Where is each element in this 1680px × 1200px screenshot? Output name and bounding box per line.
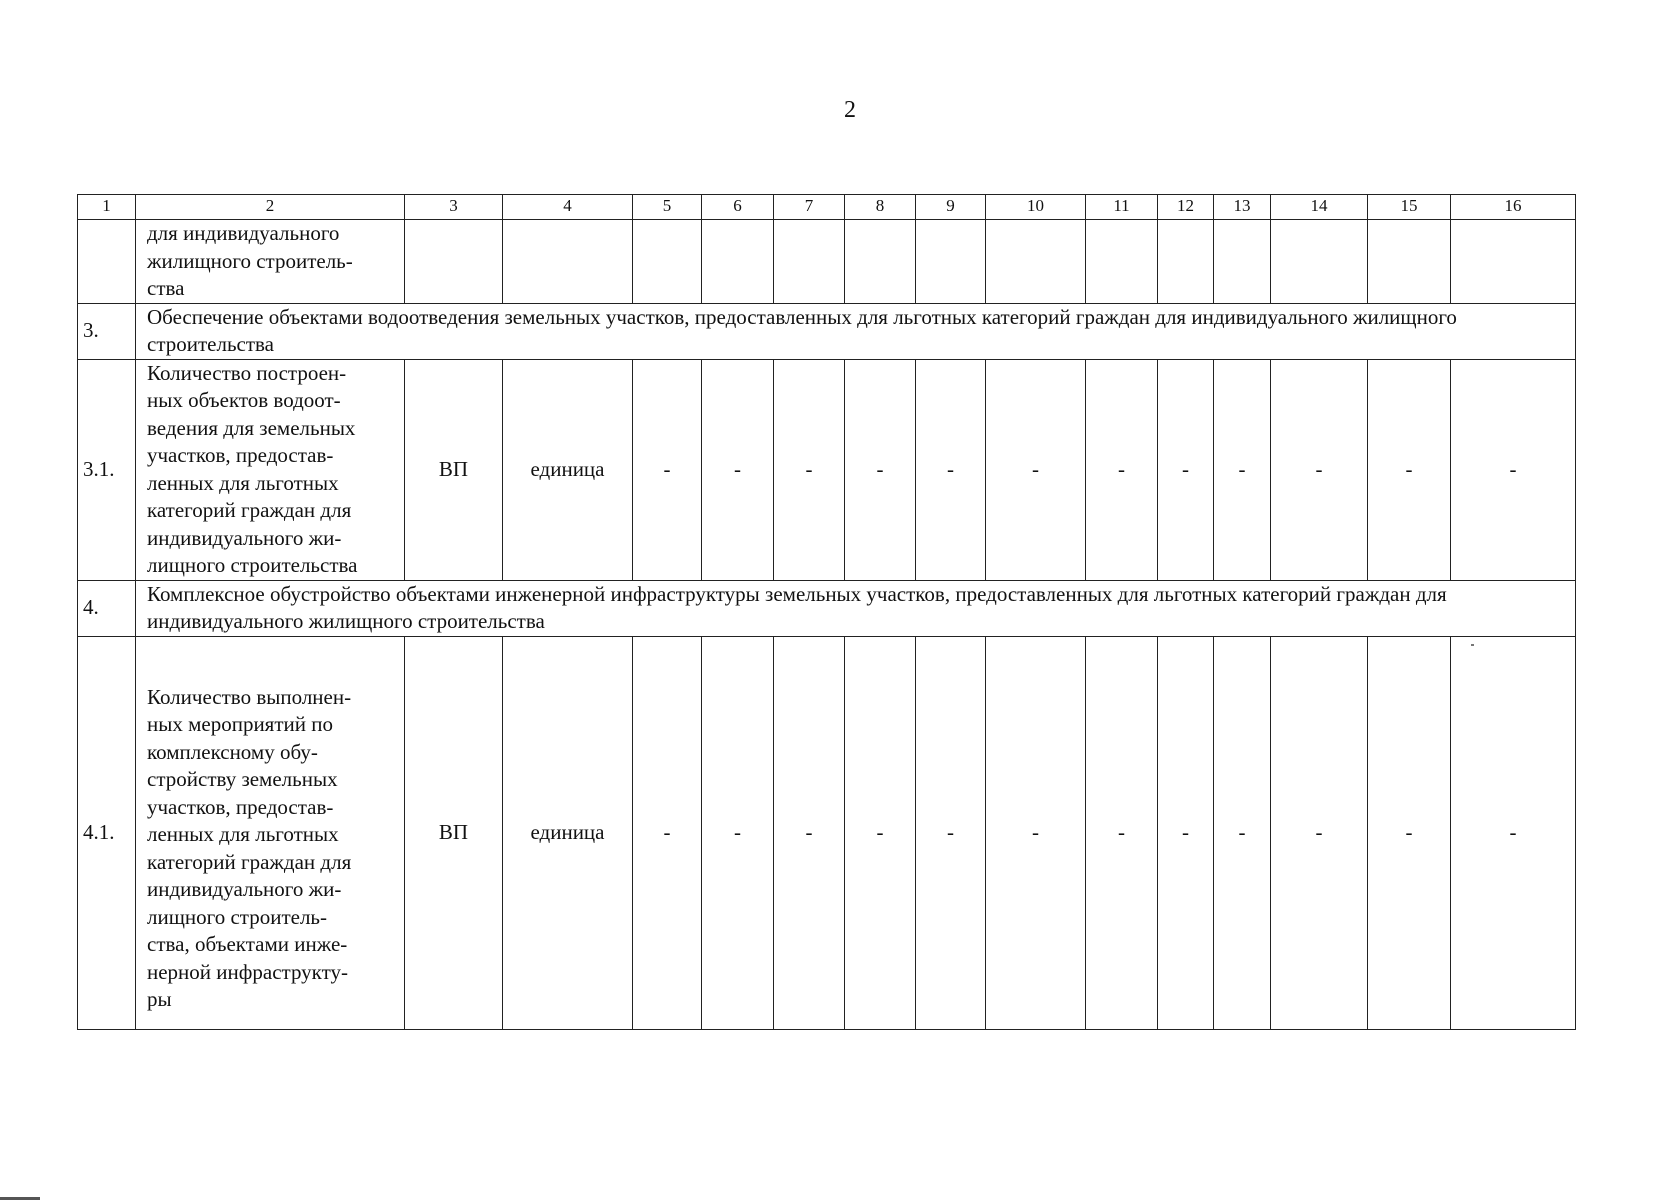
value-cell: - xyxy=(1086,359,1158,580)
header-cell: 7 xyxy=(774,195,845,220)
indicators-table xyxy=(77,194,1576,1030)
section-row-4 xyxy=(78,580,1576,636)
table-row-4-1 xyxy=(78,636,1576,1029)
scan-artifact-dot xyxy=(1471,644,1474,646)
header-cell: 13 xyxy=(1214,195,1271,220)
empty-cell xyxy=(1158,220,1214,304)
empty-cell xyxy=(986,220,1086,304)
empty-cell xyxy=(916,220,986,304)
value-cell: - xyxy=(774,359,845,580)
indicator-name: Количество построен- ных объектов водоот- ведения для земельных участков, предостав- ленных для льготных категорий граждан для индивидуального жи- лищного строительства xyxy=(136,359,405,580)
value-cell: - xyxy=(1368,636,1451,1029)
section-number: 4. xyxy=(78,580,136,636)
table-row-3-1 xyxy=(78,359,1576,580)
page-number: 2 xyxy=(844,97,856,123)
value-cell: - xyxy=(702,636,774,1029)
header-cell: 2 xyxy=(136,195,405,220)
value-cell: - xyxy=(916,636,986,1029)
empty-cell xyxy=(1086,220,1158,304)
value-cell: - xyxy=(1158,359,1214,580)
value-cell: - xyxy=(1451,359,1576,580)
table-row-continuation xyxy=(78,220,1576,304)
value-cell: - xyxy=(1271,359,1368,580)
value-cell: - xyxy=(702,359,774,580)
value-cell: - xyxy=(1214,359,1271,580)
value-cell: - xyxy=(845,359,916,580)
section-title: Обеспечение объектами водоотведения земельных участков, предоставленных для льготных категорий граждан для индивидуального жилищного строительства xyxy=(136,303,1576,359)
empty-cell xyxy=(633,220,702,304)
header-cell: 1 xyxy=(78,195,136,220)
header-cell: 8 xyxy=(845,195,916,220)
value-cell: - xyxy=(633,636,702,1029)
row-number: 3.1. xyxy=(78,359,136,580)
header-cell: 15 xyxy=(1368,195,1451,220)
header-cell: 3 xyxy=(405,195,503,220)
empty-cell xyxy=(405,220,503,304)
empty-cell xyxy=(774,220,845,304)
section-number: 3. xyxy=(78,303,136,359)
value-cell: - xyxy=(1368,359,1451,580)
header-cell: 12 xyxy=(1158,195,1214,220)
row-number: 4.1. xyxy=(78,636,136,1029)
empty-cell xyxy=(1271,220,1368,304)
value-cell: - xyxy=(1271,636,1368,1029)
value-cell: - xyxy=(774,636,845,1029)
header-cell: 9 xyxy=(916,195,986,220)
indicator-type: ВП xyxy=(405,359,503,580)
header-cell: 11 xyxy=(1086,195,1158,220)
empty-cell xyxy=(1214,220,1271,304)
value-cell: - xyxy=(1158,636,1214,1029)
header-cell: 6 xyxy=(702,195,774,220)
unit-of-measure: единица xyxy=(503,636,633,1029)
indicator-type: ВП xyxy=(405,636,503,1029)
header-cell: 4 xyxy=(503,195,633,220)
value-cell: - xyxy=(845,636,916,1029)
value-cell: - xyxy=(1086,636,1158,1029)
indicator-name: Количество выполнен- ных мероприятий по комплексному обу- стройству земельных участков, предостав- ленных для льготных категорий граждан для индивидуального жи- лищного строитель- ства, объектами инже- нерной инфраструкту- ры xyxy=(136,636,405,1029)
header-cell: 5 xyxy=(633,195,702,220)
header-cell: 14 xyxy=(1271,195,1368,220)
section-row-3 xyxy=(78,303,1576,359)
value-cell: - xyxy=(916,359,986,580)
unit-of-measure: единица xyxy=(503,359,633,580)
value-cell: - xyxy=(1214,636,1271,1029)
table-header-row xyxy=(78,195,1576,220)
value-cell: - xyxy=(986,359,1086,580)
value-cell: - xyxy=(986,636,1086,1029)
header-cell: 10 xyxy=(986,195,1086,220)
empty-cell xyxy=(1451,220,1576,304)
empty-cell xyxy=(503,220,633,304)
empty-cell xyxy=(845,220,916,304)
empty-cell xyxy=(1368,220,1451,304)
value-cell: - xyxy=(633,359,702,580)
indicator-name: для индивидуального жилищного строитель- ства xyxy=(136,220,405,304)
value-cell: - xyxy=(1451,636,1576,1029)
row-number xyxy=(78,220,136,304)
header-cell: 16 xyxy=(1451,195,1576,220)
empty-cell xyxy=(702,220,774,304)
section-title: Комплексное обустройство объектами инженерной инфраструктуры земельных участков, предоставленных для льготных категорий граждан для индивидуального жилищного строительства xyxy=(136,580,1576,636)
